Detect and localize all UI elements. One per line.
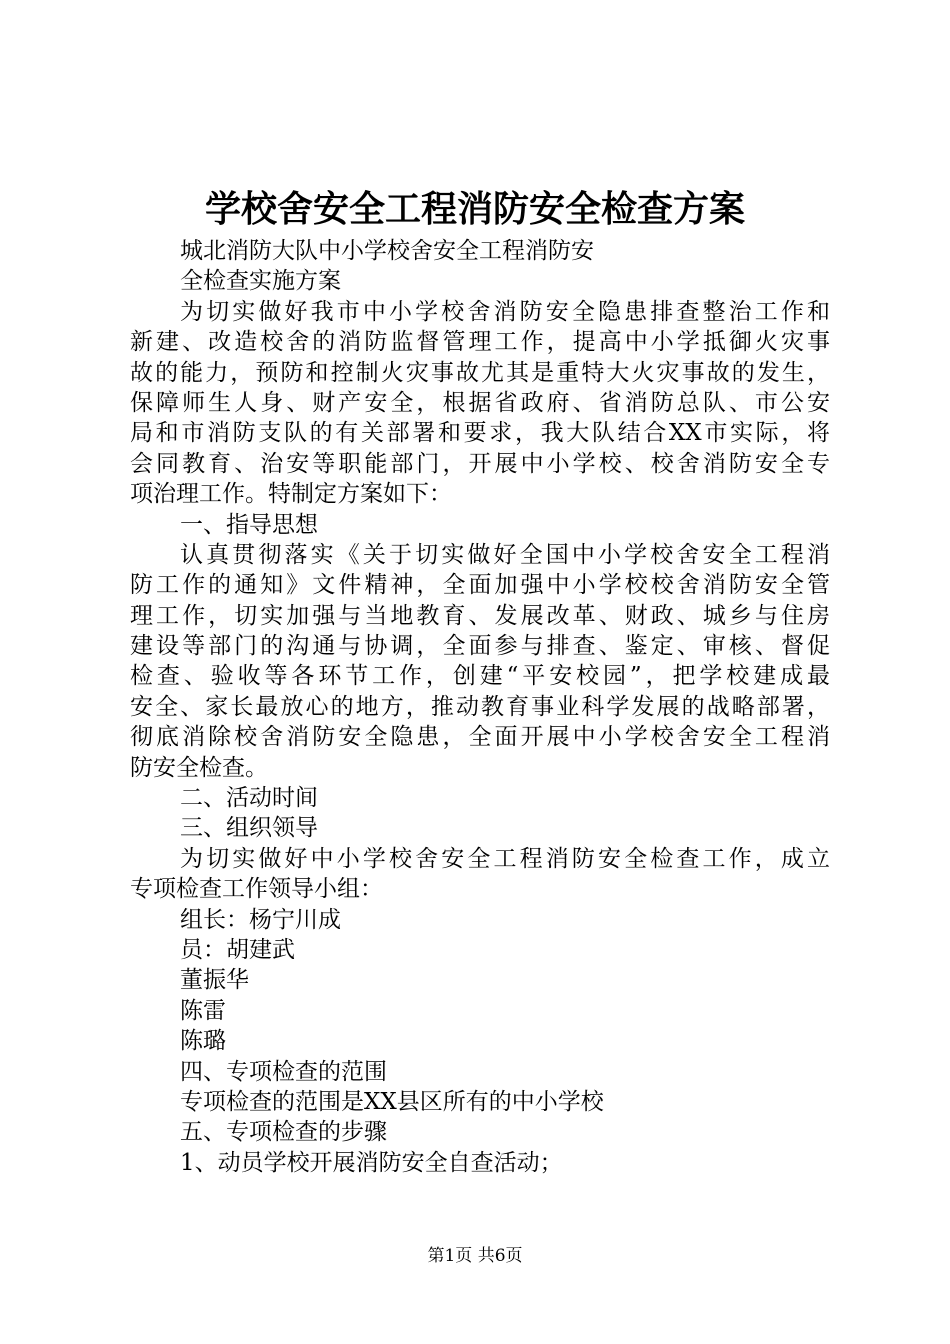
body-line: 保障师生人身、财产安全，根据省政府、省消防总队、市公安 (130, 389, 830, 416)
body-line: 董振华 (180, 967, 249, 994)
body-line: 专项检查的范围是XX县区所有的中小学校 (180, 1088, 604, 1115)
body-line: 安全、家长最放心的地方，推动教育事业科学发展的战略部署， (130, 693, 830, 720)
body-line: 组长：杨宁川成 (180, 906, 341, 933)
body-line: 防工作的通知》文件精神，全面加强中小学校校舍消防安全管 (130, 572, 830, 599)
body-line: 检查、验收等各环节工作，创建“平安校园”，把学校建成最 (130, 663, 830, 690)
body-line: 五、专项检查的步骤 (180, 1119, 387, 1146)
body-line: 防安全检查。 (130, 754, 268, 781)
body-line: 陈璐 (180, 1028, 226, 1055)
body-line: 认真贯彻落实《关于切实做好全国中小学校舍安全工程消 (180, 541, 830, 568)
body-line: 四、专项检查的范围 (180, 1058, 387, 1085)
document-body (130, 236, 830, 1178)
body-line: 专项检查工作领导小组： (130, 876, 383, 903)
body-line: 彻底消除校舍消防安全隐患，全面开展中小学校舍安全工程消 (130, 724, 830, 751)
body-line: 陈雷 (180, 997, 226, 1024)
body-line: 1、动员学校开展消防安全自查活动； (180, 1149, 563, 1176)
body-line: 会同教育、治安等职能部门，开展中小学校、校舍消防安全专 (130, 450, 830, 477)
body-line: 为切实做好中小学校舍安全工程消防安全检查工作，成立 (180, 845, 830, 872)
body-line: 局和市消防支队的有关部署和要求，我大队结合XX市实际，将 (130, 420, 830, 447)
body-line: 二、活动时间 (180, 785, 318, 812)
body-line: 城北消防大队中小学校舍安全工程消防安 (180, 238, 594, 264)
body-line: 项治理工作。特制定方案如下： (130, 481, 452, 508)
body-line: 一、指导思想 (180, 511, 318, 538)
document-title: 学校舍安全工程消防安全检查方案 (204, 188, 745, 230)
body-line: 员：胡建武 (180, 936, 295, 963)
body-line: 建设等部门的沟通与协调，全面参与排查、鉴定、审核、督促 (130, 633, 830, 660)
page-footer: 第1页 共6页 (427, 1246, 523, 1266)
body-line: 为切实做好我市中小学校舍消防安全隐患排查整治工作和 (180, 298, 830, 325)
body-line: 全检查实施方案 (180, 268, 341, 295)
body-line: 三、组织领导 (180, 815, 318, 842)
body-line: 新建、改造校舍的消防监督管理工作，提高中小学抵御火灾事 (130, 329, 830, 356)
body-line: 故的能力，预防和控制火灾事故尤其是重特大火灾事故的发生， (130, 359, 830, 386)
body-line: 理工作，切实加强与当地教育、发展改革、财政、城乡与住房 (130, 602, 830, 629)
